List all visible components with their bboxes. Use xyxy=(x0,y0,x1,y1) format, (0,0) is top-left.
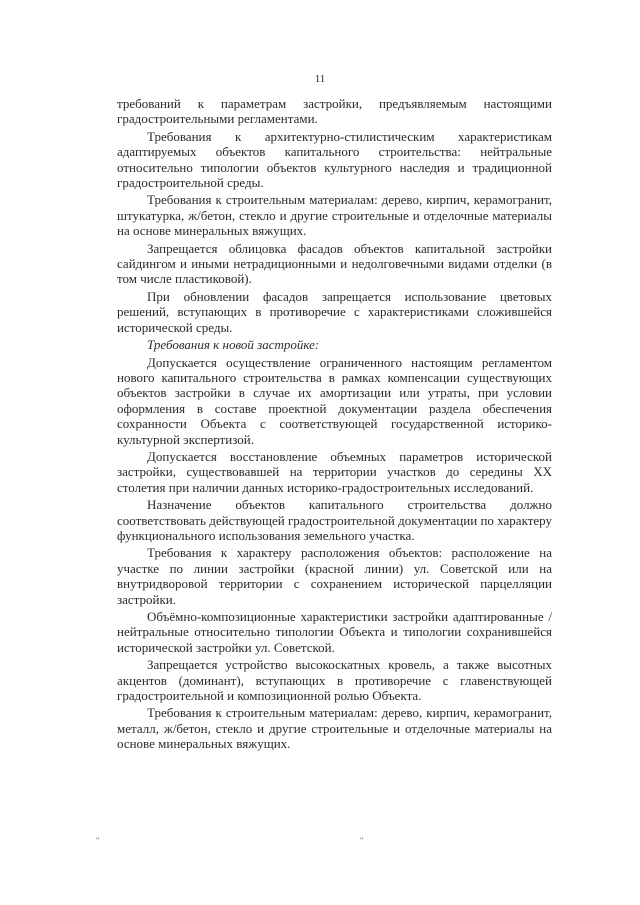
paragraph-volume-restoration: Допускается восстановление объемных параметров исторической застройки, существовавшей на территории участков до середины XX столетия при наличии данных историко-градостроительных исследований. xyxy=(117,448,552,495)
page-number: 11 xyxy=(314,73,326,85)
paragraph-building-materials: Требования к строительным материалам: дерево, кирпич, керамогранит, штукатурка, ж/бетон, стекло и другие строительные и отделочные материалы на основе минеральных вяжущих. xyxy=(117,192,552,239)
paragraph-building-purpose: Назначение объектов капитального строительства должно соответствовать действующей градостроительной документации по характеру функционального использования земельного участка. xyxy=(117,497,552,543)
paragraph-new-construction-allowed: Допускается осуществление ограниченного настоящим регламентом нового капитального строительства в рамках компенсации существующих объектов застройки в случае их амортизации или утраты, при условии оформления в составе проектной документации раздела обеспечения сохранности Объекта с соответствующей государственной историко-культурной экспертизой. xyxy=(117,354,552,447)
paragraph-roof-restrictions: Запрещается устройство высокоскатных кровель, а также высотных акцентов (доминант), вступающих в противоречие с главенствующей градостроительной и композиционной ролью Объекта. xyxy=(117,657,552,704)
document-body xyxy=(117,96,552,754)
paragraph-requirements-continuation: требований к параметрам застройки, предъявляемым настоящими градостроительными регламентами. xyxy=(117,96,552,127)
footer-scan-mark-right: " xyxy=(360,836,364,845)
paragraph-facade-cladding-ban: Запрещается облицовка фасадов объектов капитальной застройки сайдингом и иными нетрадиционными и недолговечными видами отделки (в том числе пластиковой). xyxy=(117,240,552,287)
footer-scan-mark-left: " xyxy=(96,836,100,845)
section-heading-new-construction: Требования к новой застройке: xyxy=(147,337,320,353)
paragraph-placement-requirements: Требования к характеру расположения объектов: расположение на участке по линии застройки (красной линии) ул. Советской или на внутридворовой территории с сохранением исторической парцелляции застройки. xyxy=(117,545,552,607)
paragraph-architectural-style: Требования к архитектурно-стилистическим характеристикам адаптируемых объектов капитального строительства: нейтральные относительно типологии объектов культурного наследия и традиционной градостроительной среды. xyxy=(117,128,552,191)
paragraph-facade-colors: При обновлении фасадов запрещается использование цветовых решений, вступающих в противоречие с характеристиками сложившейся исторической среды. xyxy=(117,288,552,335)
paragraph-building-materials-new: Требования к строительным материалам: дерево, кирпич, керамогранит, металл, ж/бетон, стекло и другие строительные и отделочные материалы на основе минеральных вяжущих. xyxy=(117,705,552,752)
paragraph-volume-composition: Объёмно-композиционные характеристики застройки адаптированные /нейтральные относительно типологии Объекта и типологии сохранившейся исторической застройки ул. Советской. xyxy=(117,609,552,655)
